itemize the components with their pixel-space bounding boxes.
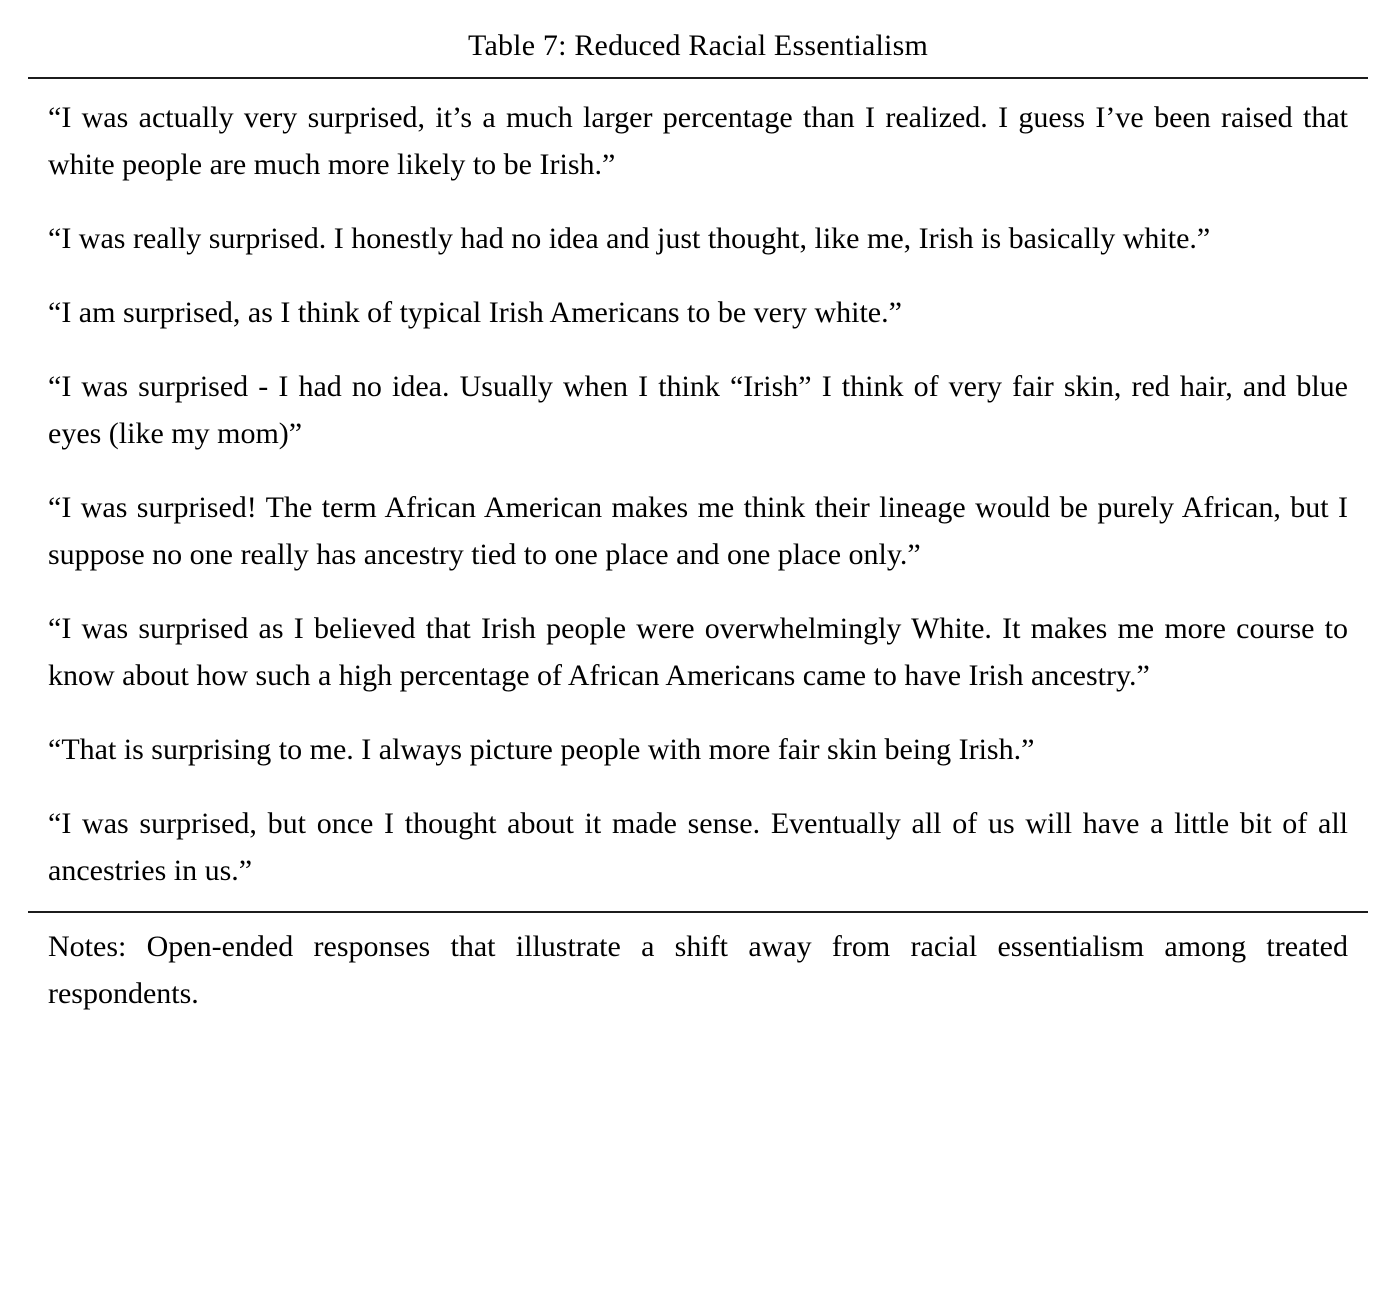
quote-paragraph: “I was surprised as I believed that Irish people were overwhelmingly White. It makes me more course to know about how such a high percentage of African Americans came to have Irish ancestry.” (48, 612, 1348, 692)
quote-paragraph: “I was really surprised. I honestly had no idea and just thought, like me, Irish is basically white.” (48, 222, 1211, 255)
top-rule (28, 77, 1368, 79)
table-notes: Notes: Open-ended responses that illustrate a shift away from racial essentialism among treated respondents. (48, 930, 1348, 1010)
bottom-rule (28, 911, 1368, 913)
quote-paragraph: “I am surprised, as I think of typical Irish Americans to be very white.” (48, 296, 902, 329)
quote-paragraph: “I was surprised, but once I thought about it made sense. Eventually all of us will have a little bit of all ancestries in us.” (48, 807, 1348, 887)
paper-table-page (0, 26, 1396, 1314)
quote-paragraph: “I was actually very surprised, it’s a much larger percentage than I realized. I guess I’ve been raised that white people are much more likely to be Irish.” (48, 101, 1348, 181)
table-title: Table 7: Reduced Racial Essentialism (468, 29, 928, 62)
quotes-section (48, 94, 1348, 894)
quote-paragraph: “That is surprising to me. I always picture people with more fair skin being Irish.” (48, 733, 1035, 766)
quote-paragraph: “I was surprised - I had no idea. Usually when I think “Irish” I think of very fair skin, red hair, and blue eyes (like my mom)” (48, 370, 1348, 450)
quote-paragraph: “I was surprised! The term African American makes me think their lineage would be purely African, but I suppose no one really has ancestry tied to one place and one place only.” (48, 491, 1348, 571)
